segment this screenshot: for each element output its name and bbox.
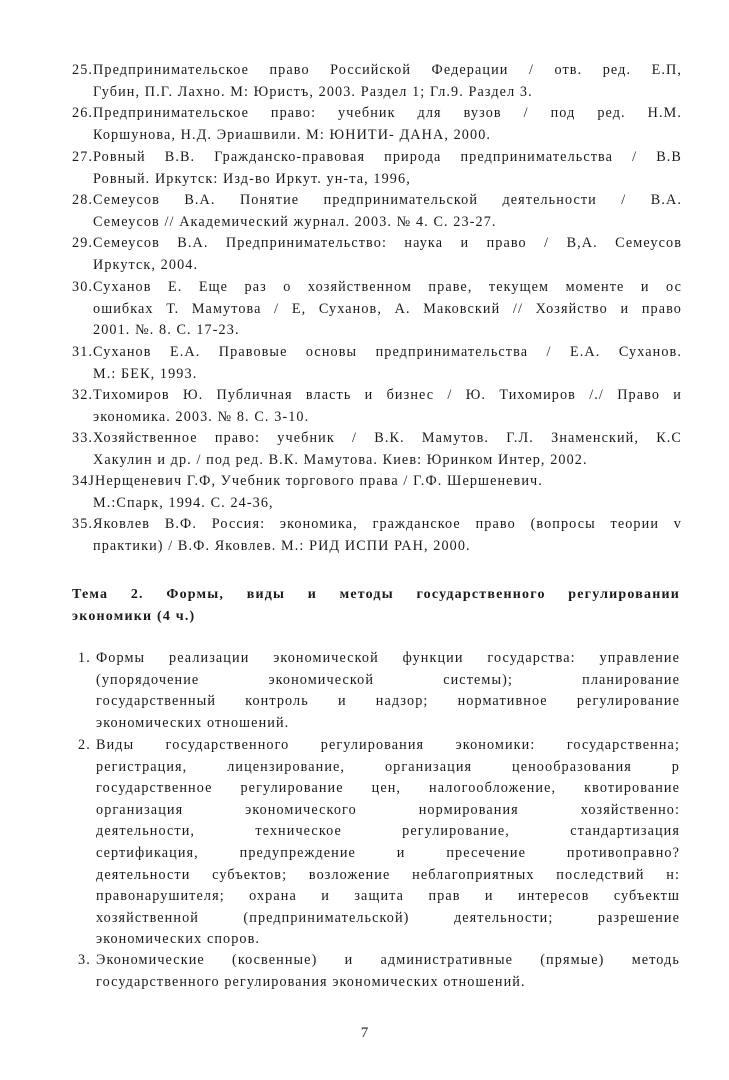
- reference-number: 28.: [72, 192, 94, 208]
- reference-number: 30.: [72, 279, 94, 295]
- reference-number: 31.: [72, 344, 94, 360]
- reference-number: 34J: [72, 473, 96, 489]
- reference-33: 33.Хозяйственное право: учебник / В.К. Мамутов. Г.Л. Знаменский, К.С Хакулин и др. / под ред. В.К. Мамутова. Киев: Юринком Интер, 2002.: [72, 430, 682, 468]
- reference-28: 28.Семеусов В.А. Понятие предпринимательской деятельности / В.А. Семеусов // Академический журнал. 2003. № 4. С. 23-27.: [72, 192, 682, 230]
- reference-27: 27.Ровный В.В. Гражданско-правовая природа предпринимательства / В.В Ровный. Иркутск: Изд-во Иркут. ун-та, 1996,: [72, 149, 682, 187]
- page-number: 7: [360, 1025, 369, 1041]
- reference-number: 35.: [72, 516, 94, 532]
- list-item-3: 3. Экономические (косвенные) и административные (прямые) методь государственного регулирования экономических отношений.: [78, 952, 680, 990]
- item-number: 2.: [78, 737, 91, 753]
- reference-34: 34JНерщеневич Г.Ф, Учебник торгового права / Г.Ф. Шершеневич. М.:Спарк, 1994. С. 24-36,: [72, 473, 543, 511]
- list-item-1: 1. Формы реализации экономической функции государства: управление (упорядочение экономической системы); планирование государственный контроль и надзор; нормативное регулирование экономических отношений.: [78, 650, 680, 731]
- reference-number: 29.: [72, 235, 94, 251]
- reference-number: 26.: [72, 105, 94, 121]
- reference-number: 25.: [72, 62, 94, 78]
- reference-30: 30.Суханов Е. Еще раз о хозяйственном праве, текущем моменте и ос ошибках Т. Мамутова / Е, Суханов, А. Маковский // Хозяйство и право 2001. №. 8. С. 17-23.: [72, 279, 682, 339]
- item-number: 3.: [78, 952, 91, 968]
- section-heading: Тема 2. Формы, виды и методы государственного регулировании экономики (4 ч.): [72, 587, 680, 624]
- reference-number: 27.: [72, 149, 94, 165]
- item-number: 1.: [78, 650, 91, 666]
- reference-number: 33.: [72, 430, 94, 446]
- reference-number: 32.: [72, 387, 94, 403]
- list-item-2: 2. Виды государственного регулирования экономики: государственна; регистрация, лицензирование, организация ценообразования р государственное регулирование цен, налогообложение, квотирование организация экономического нормирования хозяйственно: деятельности, техническое регулирование, стандартизация сертификация, предупреждение и пресечение противоправно? деятельности субъектов; возложение неблагоприятных последствий н: правонарушителя; охрана и защита прав и интересов субъектш хозяйственной (предпринимательской) деятельности; разрешение экономических споров.: [78, 737, 680, 948]
- reference-31: 31.Суханов Е.А. Правовые основы предпринимательства / Е.А. Суханов. М.: БЕК, 1993.: [72, 344, 682, 382]
- reference-35: 35.Яковлев В.Ф. Россия: экономика, гражданское право (вопросы теории v практики) / В.Ф. Яковлев. М.: РИД ИСПИ РАН, 2000.: [72, 516, 682, 554]
- reference-29: 29.Семеусов В.А. Предпринимательство: наука и право / В,А. Семеусов Иркутск, 2004.: [72, 235, 682, 273]
- reference-32: 32.Тихомиров Ю. Публичная власть и бизнес / Ю. Тихомиров /./ Право и экономика. 2003. № 8. С. 3-10.: [72, 387, 682, 425]
- reference-25: 25.Предпринимательское право Российской Федерации / отв. ред. Е.П, Губин, П.Г. Лахно. М: Юристъ, 2003. Раздел 1; Гл.9. Раздел 3.: [72, 62, 682, 100]
- reference-26: 26.Предпринимательское право: учебник для вузов / под ред. Н.М. Коршунова, Н.Д. Эриашвили. М: ЮНИТИ- ДАНА, 2000.: [72, 105, 682, 143]
